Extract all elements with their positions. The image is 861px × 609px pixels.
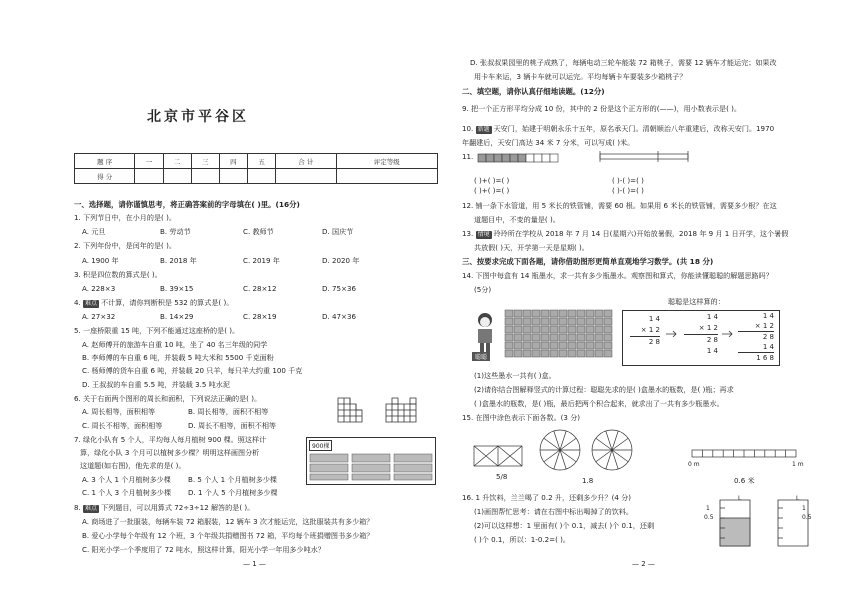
circle-divider: [612, 438, 628, 450]
q15-label-decimal: 1.8: [582, 476, 594, 485]
circle-divider: [560, 438, 576, 450]
score-input[interactable]: [135, 169, 163, 184]
calc-line: × 1 2: [630, 325, 660, 337]
option[interactable]: A. 27×32: [82, 312, 116, 321]
score-cell: 四: [219, 154, 247, 169]
ink-box: [523, 326, 531, 333]
question-14-part2: (2)请你结合图解释竖式的计算过程：聪聪先求的是( )盒墨水的瓶数，是( )瓶；再求: [474, 385, 734, 394]
calc-line: 1 6 8: [756, 354, 774, 362]
calc-line: × 1 2: [684, 323, 718, 335]
circle-divider: [606, 431, 612, 450]
ink-box: [577, 326, 585, 333]
cup-unit-label: L: [796, 495, 800, 502]
score-header-row: [75, 154, 438, 169]
circle-divider: [560, 450, 566, 469]
question-3: 3. 积是四位数的算式是( )。: [74, 270, 162, 279]
option[interactable]: C. 2019 年: [243, 256, 280, 265]
q15-ruler-figure: [692, 450, 802, 460]
ink-box: [514, 350, 522, 357]
q11-bar-figure: [478, 154, 558, 164]
ink-box: [577, 318, 585, 325]
score-value-row: [75, 169, 438, 184]
circle-divider: [606, 450, 612, 469]
calc-step-3: [738, 311, 774, 363]
question-1: 1. 下列节日中，在小月的是( )。: [74, 213, 176, 222]
calc-line: 1 4: [706, 347, 718, 355]
calc-step-2: [684, 312, 718, 357]
calc-line: × 1 2: [738, 321, 774, 332]
ink-box: [577, 310, 585, 317]
question-text: 玲玲所在学校从 2018 年 7 月 14 日(星期六)开始放暑假，2018 年 9 月 1 日开学，这个暑假: [493, 229, 789, 238]
ink-box: [595, 318, 603, 325]
q11-equation-a[interactable]: ( )+( )=( ): [474, 176, 510, 185]
ink-box: [523, 334, 531, 341]
option[interactable]: A. 3 个人 1 个月植树多少棵: [82, 475, 171, 484]
option[interactable]: C. 阳光小学一个季度用了 72 吨水，照这样计算，阳光小学一年用多少吨水？: [82, 545, 325, 554]
score-input[interactable]: [276, 169, 336, 184]
ink-box: [514, 318, 522, 325]
question-number: 10.: [462, 124, 474, 133]
ink-box: [505, 334, 513, 341]
q7-grid-figure: [308, 452, 434, 482]
ink-box: [568, 350, 576, 357]
question-13: [462, 229, 788, 239]
option[interactable]: A. 元旦: [82, 227, 106, 236]
question-16-part1: (1)画图帮忙思考：请在右图中标出喝掉了的饮料。: [474, 507, 634, 516]
page-number-2: — 2 —: [632, 560, 655, 568]
question-16-part2: (2)可以这样想：1 里面有( )个 0.1，减去( )个 0.1，还剩: [474, 521, 655, 530]
cup-mark-half: 0.5: [802, 514, 812, 521]
section-1-heading: 一、选择题，请你谨慎思考，将正确答案前的字母填在( )里。(16分): [74, 200, 300, 209]
q11-equation-d[interactable]: ( )-( )=( ): [612, 186, 644, 195]
option[interactable]: A. 赵师傅开的旅游车自重 10 吨，坐了 40 名三年级的同学: [82, 340, 268, 349]
ink-box: [550, 318, 558, 325]
circle-divider: [544, 450, 560, 462]
cup-mark-1: 1: [706, 505, 710, 512]
option[interactable]: D. 75×36: [322, 284, 356, 293]
option[interactable]: B. 劳动节: [160, 227, 191, 236]
ink-box: [514, 326, 522, 333]
ink-box: [568, 310, 576, 317]
question-15: 15. 在图中涂色表示下面各数。(3 分): [462, 413, 581, 422]
circle-divider: [596, 450, 612, 462]
ink-box: [559, 342, 567, 349]
q6-shapes-figure: [336, 392, 436, 428]
ink-box: [559, 326, 567, 333]
question-7-line1: 7. 绿化小队有 5 个人，平均每人每月植树 900 棵。照这样计: [74, 435, 267, 444]
ink-box: [586, 350, 594, 357]
question-text: 不计算，请你判断积是 532 的算式是( )。: [101, 298, 234, 307]
ink-box: [604, 334, 612, 341]
score-input[interactable]: [219, 169, 247, 184]
option[interactable]: D. 王叔叔的车自重 5.5 吨，并装载 3.5 吨水泥: [82, 380, 230, 389]
ink-box: [541, 326, 549, 333]
question-14-part1: (1)这些墨水一共有( )盒。: [474, 371, 556, 380]
ruler-start-label: 0 m: [688, 461, 700, 468]
ink-box: [595, 334, 603, 341]
option[interactable]: A. 1900 年: [82, 256, 119, 265]
ink-box: [604, 350, 612, 357]
page-title: 北京市平谷区: [147, 109, 249, 125]
ink-box: [568, 334, 576, 341]
section-3-heading: 三、按要求完成下面各题，请你借助图形更简单直观地学习数学。(共 18 分): [462, 257, 714, 266]
calc-line: 2 8: [706, 336, 718, 344]
calc-step-1: [630, 314, 660, 348]
question-10: [462, 124, 774, 134]
cup-mark-1: 1: [802, 505, 806, 512]
page-number-1: — 1 —: [243, 560, 266, 568]
calc-line: 1 4: [706, 313, 718, 321]
ink-box: [568, 318, 576, 325]
q15-rectangle-figure: [474, 446, 524, 468]
ink-box: [550, 350, 558, 357]
option[interactable]: B. 爱心小学每个年级有 12 个班，3 个年级共捐赠图书 72 箱，平均每个班捐赠图书多少箱？: [82, 531, 374, 540]
circle-divider: [554, 431, 560, 450]
ink-box: [532, 350, 540, 357]
option[interactable]: B. 39×15: [160, 284, 194, 293]
ink-box: [541, 318, 549, 325]
ruler-end-label: 1 m: [792, 461, 804, 468]
ink-box: [577, 350, 585, 357]
option[interactable]: B. 2018 年: [160, 256, 197, 265]
circle-divider: [544, 438, 560, 450]
ink-box: [505, 342, 513, 349]
question-11-number: 11.: [462, 152, 474, 161]
ink-box: [559, 350, 567, 357]
section-2-heading: 二、填空题，请你认真仔细地读题。(12分): [462, 87, 605, 96]
option[interactable]: B. 14×29: [160, 312, 194, 321]
ink-box: [514, 310, 522, 317]
question-16: 16. 1 升饮料，兰兰喝了 0.2 升，还剩多少升？(4 分): [462, 493, 631, 502]
score-cell: 五: [248, 154, 276, 169]
question-number: 13.: [462, 229, 474, 238]
ink-box: [505, 318, 513, 325]
question-text: 下列题目，可以用算式 72÷3÷12 解答的是( )。: [101, 503, 255, 512]
ink-box: [550, 326, 558, 333]
option[interactable]: C. 周长不相等，面积相等: [82, 421, 163, 430]
ink-box: [559, 334, 567, 341]
ink-box: [586, 326, 594, 333]
question-9: 9. 把一个正方形平均分成 10 份，其中的 2 份是这个正方形的(——)，用小数表示是( )。: [462, 104, 741, 113]
option[interactable]: A. 周长相等，面积相等: [82, 407, 156, 416]
question-5: 5. 一座桥限重 15 吨，下列不能通过这座桥的是( )。: [74, 326, 240, 335]
ink-box: [568, 342, 576, 349]
question-14: 14. 下图中每盒有 14 瓶墨水，求一共有多少瓶墨水。观察图和算式，你能读懂聪聪的解题思路吗？: [462, 271, 773, 280]
ink-box: [523, 310, 531, 317]
question-7-line2: 算，绿化小队 3 个月可以植树多少棵？明明这样画图分析: [80, 448, 260, 457]
ink-box: [541, 334, 549, 341]
question-12-line2: 道题目中，不变的量是( )。: [474, 215, 560, 224]
circle-divider: [612, 450, 628, 462]
calc-line: 1 4: [738, 342, 774, 353]
ink-box: [586, 334, 594, 341]
cup-unit-label: L: [738, 495, 742, 502]
score-table: [74, 153, 438, 184]
option[interactable]: D. 周长不相等，面积不相等: [188, 421, 277, 430]
ink-box: [568, 326, 576, 333]
question-14-points: (5分): [474, 285, 492, 294]
cup-mark-half: 0.5: [704, 514, 714, 521]
ink-box: [586, 318, 594, 325]
calc-line: 1 4: [762, 312, 774, 320]
question-7-line3: 这道题(如右图)，他先求的是( )。: [80, 461, 186, 470]
option[interactable]: B. 5 个人 1 个月植树多少棵: [188, 475, 278, 484]
difficulty-tag: 难点: [85, 505, 98, 512]
ink-boxes-figure: [505, 310, 613, 362]
q11-equation-c[interactable]: ( )-( )=( ): [612, 176, 644, 185]
option[interactable]: C. 教师节: [243, 227, 274, 236]
ink-box: [577, 342, 585, 349]
circle-divider: [612, 450, 618, 469]
ink-box: [550, 342, 558, 349]
ink-box: [586, 310, 594, 317]
ink-box: [559, 318, 567, 325]
question-14-part3: ( )盒墨水的瓶数，是( )瓶，最后把两个积合起来，就求出了一共有多少瓶墨水。: [474, 399, 724, 408]
difficulty-tag: 难点: [85, 300, 98, 307]
new-tag: 新题: [477, 126, 490, 133]
question-8-option-d-line2: 用卡车来运，3 辆卡车就可以运完。平均每辆卡车要装多少箱桃子？: [474, 72, 687, 81]
question-8: [74, 503, 254, 513]
circle-divider: [554, 450, 560, 469]
option[interactable]: D. 2020 年: [322, 256, 360, 265]
q11-equation-b[interactable]: ( )+( )=( ): [474, 186, 510, 195]
score-input[interactable]: [191, 169, 219, 184]
option[interactable]: C. 28×12: [243, 284, 277, 293]
score-input[interactable]: [248, 169, 276, 184]
question-10-line2: 年翻建后，天安门高达 34 米 7 分米，可以写成( )米。: [462, 138, 635, 147]
option[interactable]: C. 28×19: [243, 312, 277, 321]
score-cell: 合 计: [276, 154, 336, 169]
q15-circles-figure: [540, 428, 640, 472]
calc-line: 1 4: [648, 315, 660, 323]
circle-divider: [560, 431, 566, 450]
ink-box: [595, 350, 603, 357]
circle-divider: [596, 438, 612, 450]
ink-box: [595, 310, 603, 317]
circle-divider: [612, 431, 618, 450]
context-tag: 情境: [477, 231, 490, 238]
ink-box: [550, 310, 558, 317]
question-12: 12. 铺一条下水管道，用 5 米长的铁管铺，需要 60 根。如果用 6 米长的铁管铺，需要多少根？在这: [462, 201, 777, 210]
ink-box: [532, 334, 540, 341]
ink-box: [523, 350, 531, 357]
ink-box: [532, 318, 540, 325]
question-text: 天安门，始建于明朝永乐十五年，原名承天门。清朝顺治八年重建后，改称天安门。1970: [493, 124, 775, 133]
score-cell: 一: [135, 154, 163, 169]
score-cell: 三: [191, 154, 219, 169]
ink-box: [541, 342, 549, 349]
ink-box: [586, 342, 594, 349]
ink-box: [541, 310, 549, 317]
question-2: 2. 下列年份中，是闰年的是( )。: [74, 241, 176, 250]
option[interactable]: C. 杨师傅的货车自重 6 吨，并装载 20 只羊，每只羊大约重 100 千克: [82, 366, 303, 375]
ink-box: [595, 326, 603, 333]
q7-label: 900棵: [309, 440, 332, 451]
question-number: 8.: [74, 503, 81, 512]
ink-box: [523, 318, 531, 325]
ink-box: [532, 342, 540, 349]
question-6: 6. 关于右面两个图形的周长和面积，下列说法正确的是( )。: [74, 394, 262, 403]
ink-box: [559, 310, 567, 317]
ink-box: [604, 342, 612, 349]
q14-caption: 聪聪是这样算的：: [668, 297, 725, 306]
circle-divider: [560, 450, 576, 462]
score-cell: 二: [163, 154, 191, 169]
option[interactable]: D. 47×36: [322, 312, 356, 321]
option[interactable]: B. 周长相等，面积不相等: [188, 407, 269, 416]
option[interactable]: D. 1 个人 5 个月植树多少棵: [188, 488, 278, 497]
ink-box: [541, 350, 549, 357]
score-cell: 得 分: [75, 169, 135, 184]
ink-box: [532, 310, 540, 317]
question-8-option-d-line1[interactable]: D. 张叔叔果园里的桃子成熟了，每辆电动三轮车能装 72 箱桃子，需要 12 辆车才能运完；如果改: [470, 58, 777, 67]
option[interactable]: B. 李师傅的车自重 6 吨，并装载 5 吨大米和 5500 千克面粉: [82, 353, 274, 362]
option[interactable]: A. 商场进了一批服装，每辆车装 72 箱服装，12 辆车 3 次才能运完，这批服装共有多少箱？: [82, 517, 374, 526]
arrow-icon: [722, 330, 736, 338]
calc-line: 2 8: [762, 333, 774, 341]
q15-label-fraction: 5/8: [496, 472, 508, 481]
score-input[interactable]: [163, 169, 191, 184]
score-input[interactable]: [336, 169, 437, 184]
question-13-line2: 共放假( )天，开学第一天是星期( )。: [474, 243, 589, 252]
question-16-part3: ( )个 0.1，所以：1-0.2=( )。: [474, 535, 570, 544]
kid-name-tag: 聪聪: [472, 352, 490, 361]
ink-box: [577, 334, 585, 341]
question-number: 4.: [74, 298, 81, 307]
ink-box: [514, 342, 522, 349]
measuring-cups-figure: [716, 494, 816, 550]
ink-box: [514, 334, 522, 341]
ink-box: [595, 342, 603, 349]
question-4: [74, 298, 233, 308]
ink-box: [604, 326, 612, 333]
arrow-icon: [666, 330, 680, 338]
score-cell: 评定等级: [336, 154, 437, 169]
ink-box: [505, 310, 513, 317]
kid-illustration-icon: [470, 310, 500, 358]
ink-box: [550, 334, 558, 341]
option[interactable]: A. 228×3: [82, 284, 116, 293]
score-cell: 题 序: [75, 154, 135, 169]
ink-box: [523, 342, 531, 349]
option[interactable]: D. 国庆节: [322, 227, 354, 236]
q15-label-length: 0.6 米: [734, 476, 755, 485]
ink-box: [604, 318, 612, 325]
ink-box: [505, 326, 513, 333]
ink-box: [532, 326, 540, 333]
calc-line: 2 8: [648, 338, 660, 346]
q11-line-figure: [600, 150, 690, 166]
ink-box: [505, 350, 513, 357]
option[interactable]: C. 1 个人 3 个月植树多少棵: [82, 488, 172, 497]
ink-box: [604, 310, 612, 317]
